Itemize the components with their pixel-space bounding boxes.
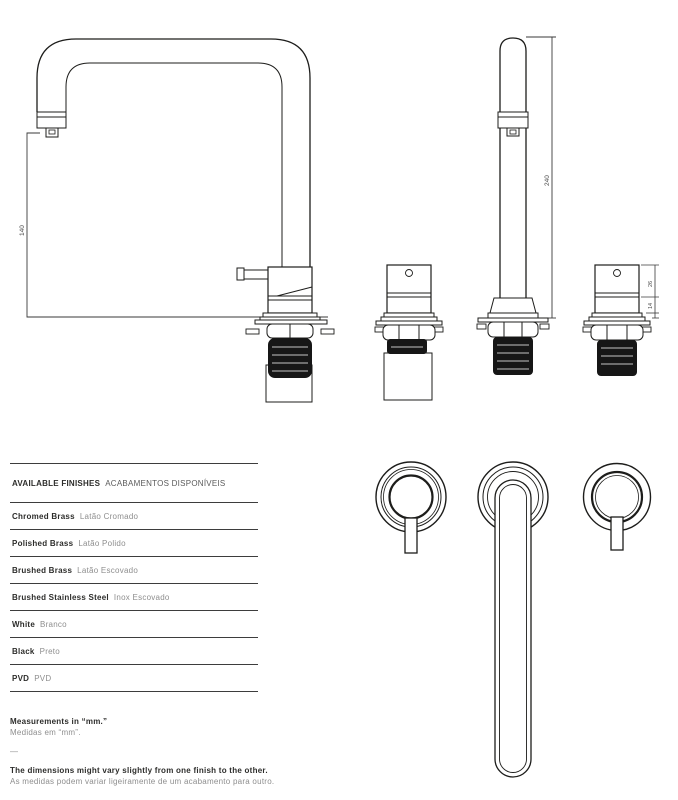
- note-tolerance-pt: As medidas podem variar ligeiramente de um acabamento para outro.: [10, 777, 275, 786]
- finish-row-white: White Branco: [10, 610, 258, 637]
- side-view-drawing: [19, 39, 334, 402]
- finish-row-pvd: PVD PVD: [10, 664, 258, 691]
- finishes-header-en: AVAILABLE FINISHES: [12, 478, 101, 488]
- note-measurements-pt: Medidas em “mm”.: [10, 728, 81, 737]
- valve-front-drawing: [375, 265, 443, 400]
- finishes-header-pt: ACABAMENTOS DISPONÍVEIS: [105, 478, 226, 488]
- note-tolerance-en: The dimensions might vary slightly from one finish to the other.: [10, 766, 268, 775]
- footnotes: [10, 716, 430, 787]
- valve-front-dimensioned-drawing: [583, 265, 659, 376]
- spout-top-view: [478, 462, 548, 777]
- dimension-label-14: 14: [648, 302, 654, 309]
- finish-row-brushed-brass: Brushed Brass Latão Escovado: [10, 556, 258, 583]
- finish-row-black: Black Preto: [10, 637, 258, 664]
- note-separator: —: [10, 747, 19, 756]
- handle-top-view-left: [376, 462, 446, 553]
- finish-row-brushed-stainless-steel: Brushed Stainless Steel Inox Escovado: [10, 583, 258, 610]
- note-measurements-en: Measurements in “mm.”: [10, 717, 108, 726]
- spout-front-drawing: [477, 37, 556, 375]
- handle-top-view-right: [584, 464, 651, 551]
- finishes-table: [10, 463, 258, 692]
- finish-row-chromed-brass: Chromed Brass Latão Cromado: [10, 502, 258, 529]
- dimension-label-26: 26: [648, 280, 654, 287]
- finishes-table-header: [10, 463, 258, 502]
- finish-row-polished-brass: Polished Brass Latão Polido: [10, 529, 258, 556]
- dimension-label-140: 140: [19, 225, 26, 236]
- dimension-label-240: 240: [544, 175, 551, 186]
